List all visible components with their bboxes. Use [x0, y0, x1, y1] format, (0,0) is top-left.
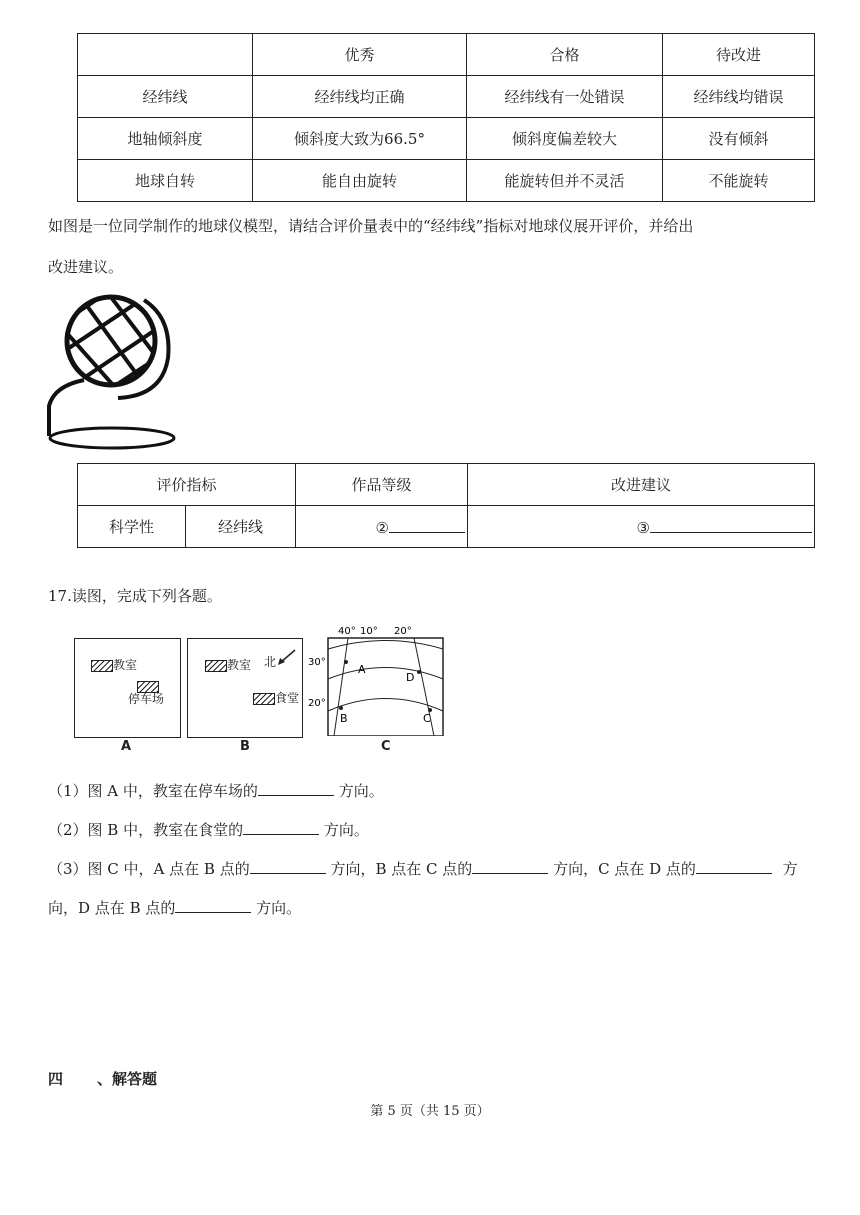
table-cell: 科学性: [78, 506, 186, 548]
parking-label: 停车场: [128, 692, 165, 706]
lon-label-10: 10°: [360, 626, 378, 637]
table-header-cell: 改进建议: [468, 464, 815, 506]
table-row: [78, 506, 815, 548]
sub-question-3: （3）图 C 中，A 点在 B 点的 方向，B 点在 C 点的 方向，C 点在 D 点的 方: [48, 857, 798, 879]
table-cell: 经纬线有一处错误: [467, 76, 663, 118]
section-title: 、解答题: [97, 1070, 158, 1088]
lat-label-30: 30°: [308, 657, 326, 668]
evaluation-scale-table: [77, 33, 815, 202]
evaluation-result-table: [77, 463, 815, 548]
lat-label-20: 20°: [308, 698, 326, 709]
lon-label-40: 40°: [338, 626, 356, 637]
globe-model-figure: [44, 288, 184, 454]
table-header-cell: 优秀: [253, 34, 467, 76]
sub-question-3-cont: 向，D 点在 B 点的 方向。: [48, 896, 301, 918]
answer-blank-3[interactable]: [468, 506, 815, 548]
point-a-label: A: [358, 663, 366, 676]
table-cell: 能旋转但并不灵活: [467, 160, 663, 202]
point-d-label: D: [406, 671, 415, 684]
blank-marker: ②: [375, 519, 389, 537]
hatch-icon: [253, 693, 275, 705]
hatch-icon: [205, 660, 227, 672]
answer-blank[interactable]: [243, 818, 319, 835]
figure-c-graticule: [306, 624, 446, 736]
table-row: [78, 76, 815, 118]
canteen-label: 食堂: [275, 691, 300, 705]
table-cell: [78, 34, 253, 76]
table-row: [78, 160, 815, 202]
table-row: [78, 118, 815, 160]
table-header-cell: 合格: [467, 34, 663, 76]
classroom-label: 教室: [113, 658, 138, 672]
north-arrow-icon: [276, 647, 298, 667]
table-cell: 能自由旋转: [253, 160, 467, 202]
sub-question-2: （2）图 B 中，教室在食堂的 方向。: [48, 818, 369, 840]
section-number: 四: [48, 1070, 64, 1088]
table-cell: 没有倾斜: [663, 118, 815, 160]
answer-blank-2[interactable]: [296, 506, 468, 548]
table-header-cell: 作品等级: [296, 464, 468, 506]
table-header-cell: 评价指标: [78, 464, 296, 506]
blank-marker: ③: [636, 519, 650, 537]
answer-blank[interactable]: [250, 857, 326, 874]
page-footer: 第 5 页（共 15 页）: [370, 1104, 490, 1119]
answer-blank[interactable]: [472, 857, 548, 874]
figure-b-label: B: [240, 739, 250, 754]
answer-blank[interactable]: [258, 779, 334, 796]
hatch-icon: [91, 660, 113, 672]
table-cell: 经纬线均正确: [253, 76, 467, 118]
table-cell: 地轴倾斜度: [78, 118, 253, 160]
figure-a-box: [74, 638, 181, 738]
figure-a-label: A: [121, 739, 132, 754]
section-4-heading: [48, 1068, 157, 1089]
table-row: [78, 464, 815, 506]
point-b-label: B: [340, 712, 348, 725]
intro-line-2: 改进建议。: [48, 258, 124, 276]
answer-blank[interactable]: [175, 896, 251, 913]
table-cell: 经纬线: [78, 76, 253, 118]
table-cell: 经纬线均错误: [663, 76, 815, 118]
point-c-label: C: [423, 712, 431, 725]
intro-line-1: 如图是一位同学制作的地球仪模型，请结合评价量表中的“经纬线”指标对地球仪展开评价，并给出: [48, 217, 694, 235]
table-header-cell: 待改进: [663, 34, 815, 76]
classroom-label: 教室: [227, 658, 252, 672]
table-row: [78, 34, 815, 76]
table-cell: 不能旋转: [663, 160, 815, 202]
table-cell: 倾斜度大致为66.5°: [253, 118, 467, 160]
question-17-title: 17.读图，完成下列各题。: [48, 587, 222, 605]
figure-b-box: [187, 638, 303, 738]
table-cell: 地球自转: [78, 160, 253, 202]
lon-label-20: 20°: [394, 626, 412, 637]
table-cell: 倾斜度偏差较大: [467, 118, 663, 160]
north-label: 北: [264, 655, 277, 669]
answer-blank[interactable]: [696, 857, 772, 874]
sub-question-1: （1）图 A 中，教室在停车场的 方向。: [48, 779, 384, 801]
figure-c-label: C: [381, 739, 391, 754]
table-cell: 经纬线: [186, 506, 296, 548]
